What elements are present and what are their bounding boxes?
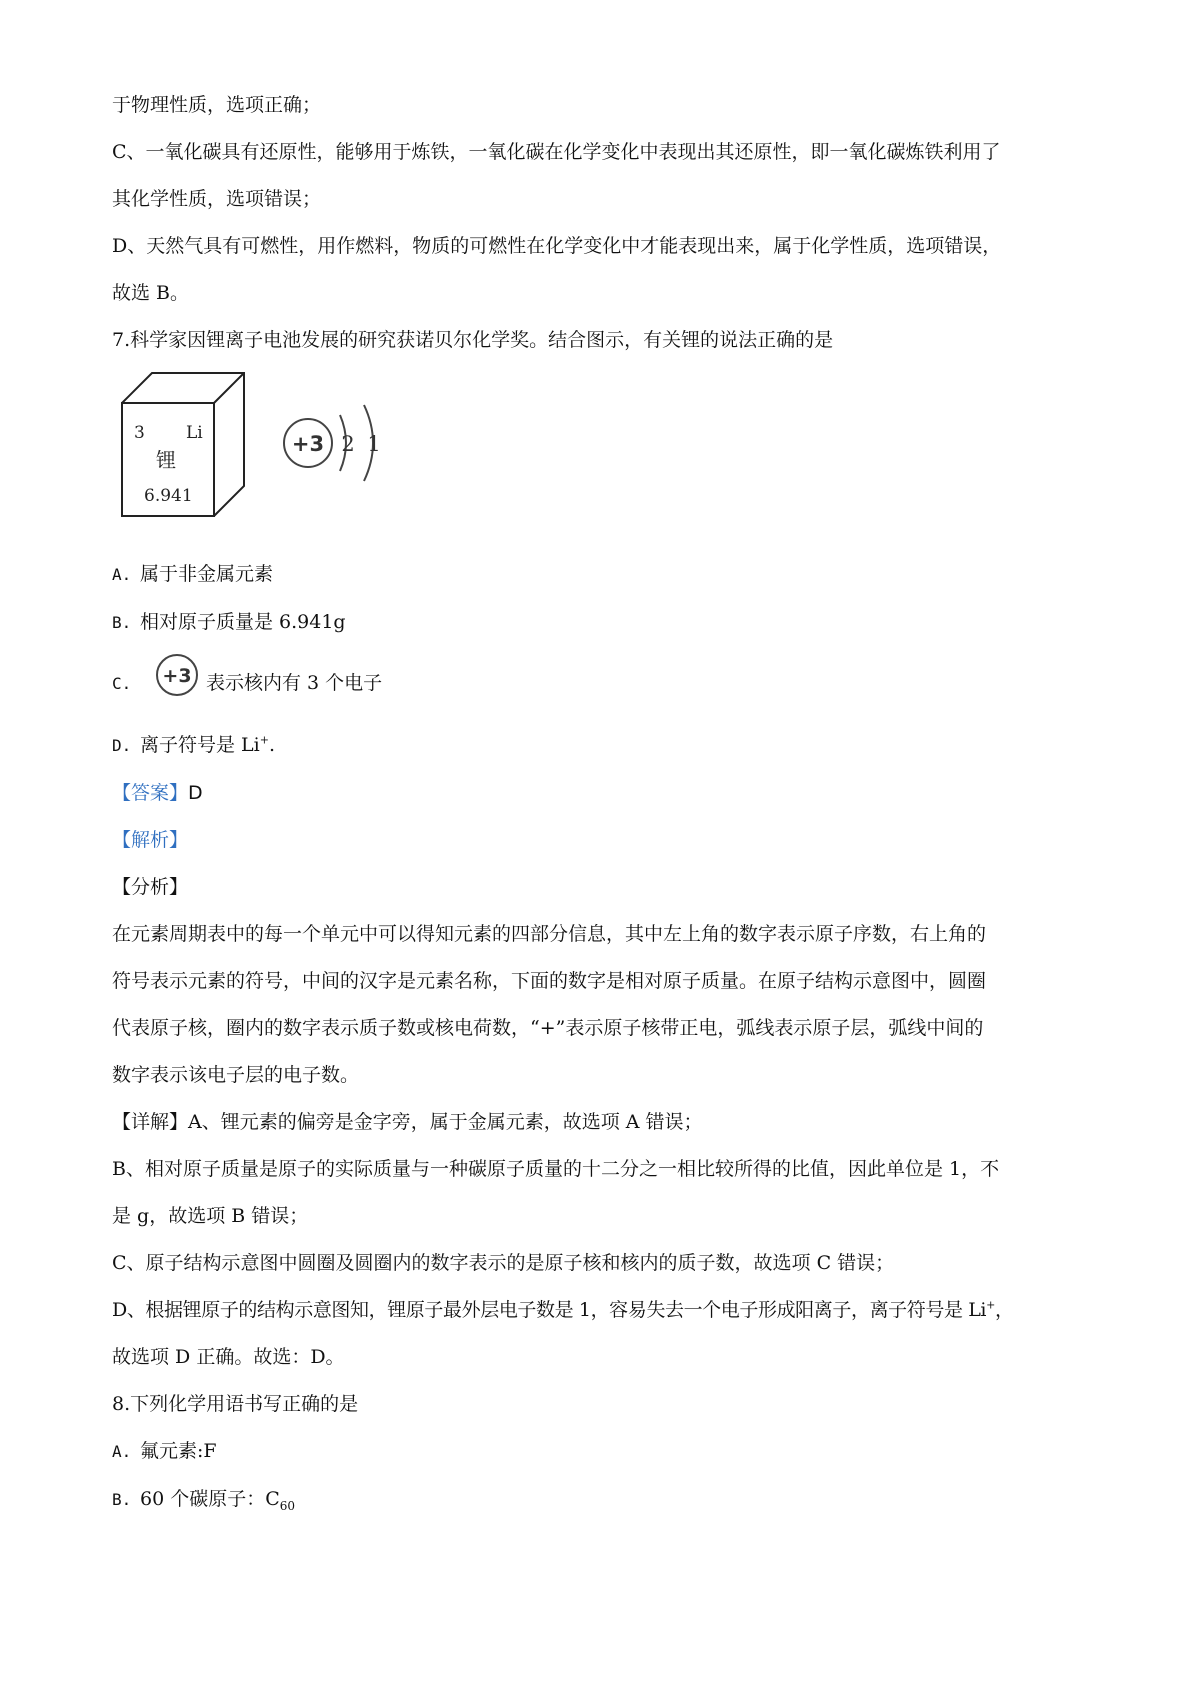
question-8-stem: 8.下列化学用语书写正确的是	[112, 1393, 359, 1415]
nucleus-badge	[154, 652, 200, 716]
shell-electrons-1: 2	[341, 432, 355, 456]
detail-first: 【详解】A、锂元素的偏旁是金字旁，属于金属元素，故选项 A 错误；	[112, 1111, 703, 1133]
svg-text:+3: +3	[162, 665, 192, 687]
element-mass: 6.941	[144, 486, 193, 506]
q8-option-b: B. 60 个碳原子：$C_{60}$	[112, 1488, 296, 1513]
text-line: 符号表示元素的符号，中间的汉字是元素名称，下面的数字是相对原子质量。在原子结构示意图中，圆圈	[112, 970, 987, 992]
text-line: 是 g，故选项 B 错误；	[112, 1205, 309, 1227]
text-line: C、一氧化碳具有还原性，能够用于炼铁，一氧化碳在化学变化中表现出其还原性，即一氧化碳炼铁利用了	[112, 141, 1001, 163]
text-line: B、相对原子质量是原子的实际质量与一种碳原子质量的十二分之一相比较所得的比值，因此单位是 1，不	[112, 1158, 1000, 1180]
text-line: 代表原子核，圈内的数字表示质子数或核电荷数，“+”表示原子核带正电，弧线表示原子层，弧线中间的	[112, 1017, 984, 1039]
text-line: 故选 B。	[112, 282, 190, 304]
text-line: 数字表示该电子层的电子数。	[112, 1064, 360, 1086]
element-symbol: Li	[186, 423, 203, 443]
element-name: 锂	[156, 448, 176, 472]
text-line: D、天然气具有可燃性，用作燃料，物质的可燃性在化学变化中才能表现出来，属于化学性质，选项错误，	[112, 235, 1002, 257]
option-b: B. 相对原子质量是 6.941g	[112, 611, 346, 633]
text-line: 故选项 D 正确。故选：D。	[112, 1346, 345, 1368]
lithium-figure	[112, 363, 1102, 533]
fenxi-label: 【分析】	[112, 876, 189, 898]
option-d: D. 离子符号是 Li+.	[112, 733, 275, 756]
document-page	[112, 90, 1102, 1515]
text-line: 其化学性质，选项错误；	[112, 188, 322, 210]
analysis-label: 【解析】	[112, 829, 189, 851]
text-line: 在元素周期表中的每一个单元中可以得知元素的四部分信息，其中左上角的数字表示原子序数，右上角的	[112, 923, 987, 945]
question-7-stem: 7.科学家因锂离子电池发展的研究获诺贝尔化学奖。结合图示，有关锂的说法正确的是	[112, 329, 834, 351]
text-line: C、原子结构示意图中圆圈及圆圈内的数字表示的是原子核和核内的质子数，故选项 C 错误；	[112, 1252, 895, 1274]
answer-line: 【答案】D	[112, 782, 203, 804]
nucleus-charge: +3	[291, 432, 325, 456]
q8-option-a: A. 氟元素:F	[112, 1440, 217, 1462]
option-c: C. +3 表示核内有 3 个电子	[112, 652, 1102, 716]
element-number: 3	[134, 423, 145, 443]
text-line: 于物理性质，选项正确；	[112, 94, 322, 116]
detail-d: D、根据锂原子的结构示意图知，锂原子最外层电子数是 1，容易失去一个电子形成阳离子，离子符号是 Li+，	[112, 1298, 1014, 1321]
shell-electrons-2: 1	[367, 432, 381, 456]
lithium-element-diagram	[112, 363, 432, 533]
option-a: A. 属于非金属元素	[112, 563, 274, 585]
